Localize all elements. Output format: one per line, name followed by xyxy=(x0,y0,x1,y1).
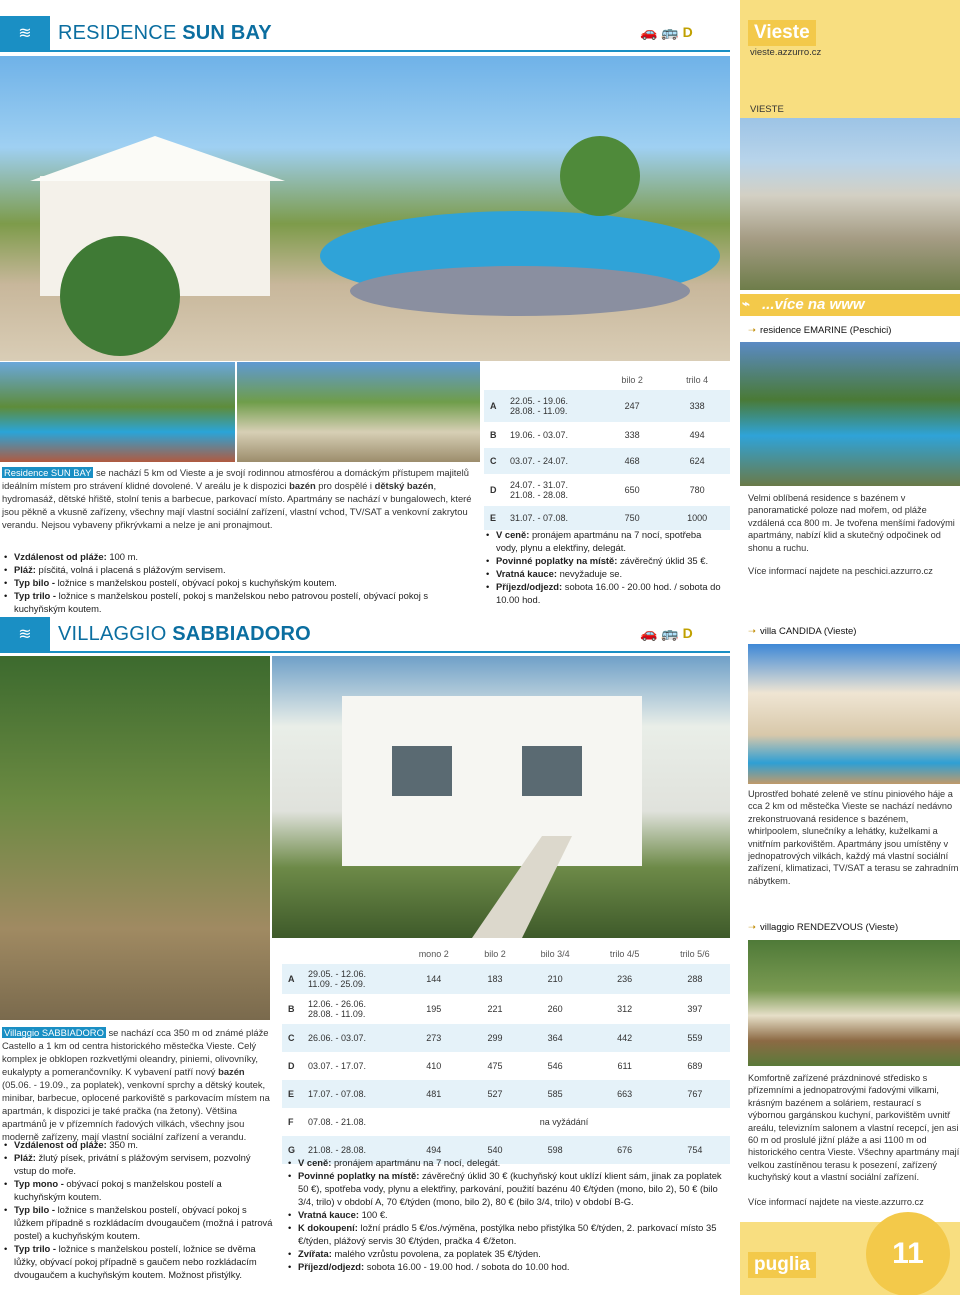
price-note: • K dokoupení: ložní prádlo 5 €/os./výměna, postýlka nebo přistýlka 50 €/týden, 2. parkovací místo 35 €/týden, plážový servis 30 €/týden, pračka 4 €/žeton. xyxy=(288,1221,728,1247)
col-header: trilo 5/6 xyxy=(680,949,710,959)
price-note: • Příjezd/odjezd: sobota 16.00 - 19.00 hod. / sobota do 10.00 hod. xyxy=(288,1260,728,1273)
mouse-icon: ⌁ xyxy=(742,296,750,311)
sunbay-bullet: • Vzdálenost od pláže: 100 m. xyxy=(4,550,479,563)
sabbiadoro-bullet: • Typ mono - obývací pokoj s manželskou postelí a kuchyňským koutem. xyxy=(4,1177,274,1203)
sunbay-header xyxy=(0,16,272,50)
col-header: bilo 2 xyxy=(484,949,506,959)
price-note: • Vratná kauce: nevyžaduje se. xyxy=(486,567,722,580)
table-row: A 22.05. - 19.06. 28.08. - 11.09. 247 338 xyxy=(484,390,730,422)
sunbay-bullet: • Typ trilo - ložnice s manželskou postelí, pokoj s manželskou nebo patrovou postelí, obývací pokoj s kuchyňským koutem. xyxy=(4,589,479,615)
link-emarine[interactable]: ➝ residence EMARINE (Peschici) xyxy=(748,325,892,336)
table-row: B 19.06. - 03.07. 338 494 xyxy=(490,430,705,440)
price-note: • Povinné poplatky na místě: závěrečný úklid 35 €. xyxy=(486,554,722,567)
table-row: D 03.07. - 17.07. 410 475 546 611 689 xyxy=(288,1061,703,1071)
col-header: trilo 4/5 xyxy=(609,949,640,959)
price-note: • V ceně: pronájem apartmánu na 7 nocí, delegát. xyxy=(288,1156,728,1169)
sabbiadoro-amenity-icons: 🚗 🚌 D xyxy=(640,625,693,641)
sunbay-amenity-icons: 🚗 🚌 D xyxy=(640,24,693,40)
sunbay-bullet: • Pláž: písčitá, volná i placená s plážovým servisem. xyxy=(4,563,479,576)
rendezvous-description: Komfortně zařízené prázdninové středisko s přízemními a jednopatrovými řadovými vilkami, krásným bazénem a soláriem, restaurací s výbornou gargánskou kuchyní, parkovištěm uvnitř areálu, televizním salonem a vlastní recepcí, jen asi 60 m od proslulé jižní pláže a asi 1100 m od historického centra Vieste. Všechny apartmány mají velkou zastíněnou terasu k posezení, zařízený kuchyňský kout a vlastní sociální zařízení. xyxy=(748,1073,960,1183)
arrow-right-icon: ➝ xyxy=(748,325,756,336)
sabbiadoro-price-table xyxy=(282,944,730,1164)
table-row: C 26.06. - 03.07. 273 299 364 442 559 xyxy=(282,1024,730,1052)
emarine-photo xyxy=(740,342,960,486)
table-row: E 17.07. - 07.08. 481 527 585 663 767 xyxy=(282,1080,730,1108)
sunbay-price-table xyxy=(484,370,730,530)
swim-logo-icon: ≋ xyxy=(0,16,50,50)
emarine-description: Velmi oblíbená residence s bazénem v panoramatické poloze nad mořem, od pláže vzdálená cca 800 m. Je tvořena menšími řadovými apartmány, nabízí klid a skutečný odpočinek od shonu a ruchu. xyxy=(748,493,955,553)
col-header: bilo 3/4 xyxy=(540,949,570,959)
col-header: trilo 4 xyxy=(686,375,709,385)
page-number: 11 xyxy=(866,1212,950,1295)
sunbay-description: Residence SUN BAY se nachází 5 km od Vieste a je svojí rodinnou atmosférou a domáckým přístupem majitelů ideálním místem pro strávení klidné dovolené. V areálu je k dispozici bazén pro dospělé i dětský bazén, hydromasáž, dětské hřiště, stolní tenis a barbecue, parkovací místo. Apartmány se nachází v bungalowech, které jsou pěkně a vkusně zařízeny, všechny mají vlastní sociální zařízení, vlastní vchod, TV/SAT a venkovní zakrytou verandu. Nejsou vybaveny přikrývkami a nelze je ani pronajmout. xyxy=(2,467,472,530)
sabbiadoro-bullet: • Typ bilo - ložnice s manželskou postelí, obývací pokoj s lůžkem případně s rozkládacím dvougaučem (možná i patrová postel) a kuchyňským koutem. xyxy=(4,1203,274,1242)
arrow-right-icon: ➝ xyxy=(748,922,756,933)
sabbiadoro-garden-photo xyxy=(0,656,270,1020)
table-row: F 07.08. - 21.08. na vyžádání xyxy=(288,1117,589,1127)
sabbiadoro-bullets xyxy=(4,1138,274,1281)
table-row: A 29.05. - 12.06. 11.09. - 25.09. 144 183 210 236 288 xyxy=(282,964,730,994)
sabbiadoro-villa-illustration xyxy=(272,656,730,938)
sunbay-rule xyxy=(0,50,730,52)
price-note: • Povinné poplatky na místě: závěrečný úklid 30 € (kuchyňský kout uklízí klient sám, jinak za poplatek 50 €), spotřeba vody, plynu a elektřiny, parkování, použití bazénu 40 €/týden (mono, bilo 2), 50 € (bilo 3/4, trilo) v období A, 70 €/týden (mono, bilo 2), 80 € (bilo 3/4, trilo) v období B-G. xyxy=(288,1169,728,1208)
price-note: • V ceně: pronájem apartmánu na 7 nocí, spotřeba vody, plynu a elektřiny, delegát. xyxy=(486,528,722,554)
swim-logo-icon: ≋ xyxy=(0,617,50,651)
candida-photo xyxy=(748,644,960,784)
more-www-label: ...více na www xyxy=(762,296,865,313)
vieste-town-photo xyxy=(740,118,960,290)
table-row: E 31.07. - 07.08. 750 1000 xyxy=(484,506,730,530)
region-label: puglia xyxy=(748,1252,816,1278)
emarine-more-link[interactable]: Více informací najdete na peschici.azzurro.cz xyxy=(748,566,933,576)
price-note: • Vratná kauce: 100 €. xyxy=(288,1208,728,1221)
sabbiadoro-villa-photo xyxy=(272,656,730,938)
sabbiadoro-price-notes xyxy=(288,1156,728,1273)
sabbiadoro-bullet: • Vzdálenost od pláže: 350 m. xyxy=(4,1138,274,1151)
sunbay-pool-photo xyxy=(0,56,730,361)
col-header: bilo 2 xyxy=(621,375,643,385)
link-rendezvous[interactable]: ➝ villaggio RENDEZVOUS (Vieste) xyxy=(748,922,899,933)
sabbiadoro-description: Villaggio SABBIADORO se nachází cca 350 m od známé pláže Castello a 1 km od centra historického městečka Vieste. Celý komplex je obklopen rozkvetlými oleandry, piniemi, olivovníky, eukalypty a pomerančovníky. K vybavení patří nový bazén (05.06. - 19.09., za poplatek), venkovní sprchy a dětský koutek, minibar, barbecue, oplocené parkoviště s parkovacím místem na apartmán, k dispozici je také pračka (na žetony). Většina apartmánů je v přízemních řadových vilkách, všechny jsou moderně zařízeny, mají vlastní sociální zařízení a verandu. xyxy=(2,1027,270,1142)
sunbay-photo-2 xyxy=(0,362,235,462)
city-title: Vieste xyxy=(748,20,816,46)
col-header: mono 2 xyxy=(418,949,449,959)
table-row: C 03.07. - 24.07. 468 624 xyxy=(484,448,730,474)
sabbiadoro-bullet: • Typ trilo - ložnice s manželskou postelí, ložnice se dvěma lůžky, obývací pokoj případně s gaučem nebo rozkládacím dvougaučem a kuchyňským koutem. Možnost přistýlky. xyxy=(4,1242,274,1281)
table-row: G 21.08. - 28.08. 494 540 598 676 754 xyxy=(282,1136,730,1164)
city-url-link[interactable]: vieste.azzurro.cz xyxy=(750,47,822,58)
price-note: • Příjezd/odjezd: sobota 16.00 - 20.00 hod. / sobota do 10.00 hod. xyxy=(486,580,722,606)
sunbay-photo-3 xyxy=(237,362,480,462)
price-note: • Zvířata: malého vzrůstu povolena, za poplatek 35 €/týden. xyxy=(288,1247,728,1260)
sabbiadoro-title: VILLAGGIO SABBIADORO xyxy=(58,622,311,645)
sabbiadoro-header xyxy=(0,617,311,651)
table-row: D 24.07. - 31.07. 21.08. - 28.08. 650 780 xyxy=(490,480,705,500)
table-row: B 12.06. - 26.06. 28.08. - 11.09. 195 221 260 312 397 xyxy=(288,999,703,1019)
rendezvous-photo xyxy=(748,940,960,1066)
city-caption: VIESTE xyxy=(750,104,784,115)
rendezvous-more-link[interactable]: Více informací najdete na vieste.azzurro.cz xyxy=(748,1197,924,1207)
sunbay-pool-illustration xyxy=(0,56,730,361)
sunbay-price-notes xyxy=(486,528,722,606)
sabbiadoro-rule xyxy=(0,651,730,653)
sunbay-bullet: • Typ bilo - ložnice s manželskou postelí, obývací pokoj s kuchyňským koutem. xyxy=(4,576,479,589)
link-candida[interactable]: ➝ villa CANDIDA (Vieste) xyxy=(748,626,857,637)
sunbay-title: RESIDENCE SUN BAY xyxy=(58,21,272,44)
candida-description: Uprostřed bohaté zeleně ve stínu piniového háje a cca 2 km od městečka Vieste se nachází nedávno zrekonstruovaná residence s bazénem, whirlpoolem, slunečníky a lehátky, kuželkami a vnitřním parkovištěm. Apartmány jsou umístěny v jednopatrových vilkách, každý má vlastní sociální zařízení, klimatizaci, TV/SAT a terasu se zahradním nábytkem. xyxy=(748,789,959,886)
arrow-right-icon: ➝ xyxy=(748,626,756,637)
sabbiadoro-bullet: • Pláž: žlutý písek, privátní s plážovým servisem, pozvolný vstup do moře. xyxy=(4,1151,274,1177)
sunbay-bullets xyxy=(4,550,479,615)
